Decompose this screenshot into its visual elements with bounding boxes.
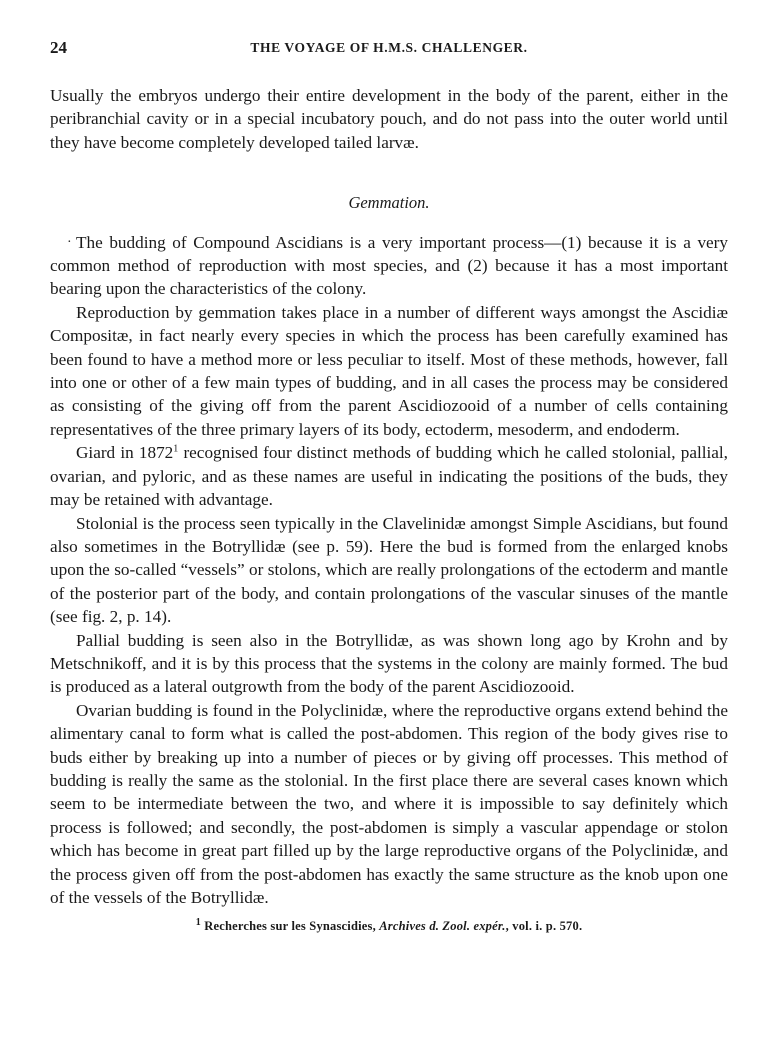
- paragraph-giard: [50, 441, 728, 511]
- document-page: [50, 38, 728, 934]
- paragraph-ovarian: Ovarian budding is found in the Polyclinidæ, where the reproductive organs extend behind the alimentary canal to form what is called the post-abdomen. This region of the body gives rise to buds either by breaking up into a number of pieces or by giving off processes. This method of budding is really the same as the stolonial. In the first place there are several cases known which seem to be intermediate between the two, and where it is impossible to say definitely which process is followed; and secondly, the post-abdomen is simply a vascular appendage or stolon which has become in great part filled up by the large reproductive organs of the Polyclinidæ, and the process given off from the post-abdomen has exactly the same structure as the knob upon one of the vessels of the Botryllidæ.: [50, 700, 728, 907]
- page-number: 24: [50, 38, 67, 57]
- paragraph-reproduction: Reproduction by gemmation takes place in a number of different ways amongst the Ascidiæ Compositæ, in fact nearly every species in which the process has been carefully examined has been found to have a method more or less peculiar to itself. Most of these methods, however, fall into one or other of a few main types of budding, and in all cases the process may be considered as consisting of the giving off from the parent Ascidiozooid of a number of cells containing representatives of the three primary layers of its body, ectoderm, mesoderm, and endoderm.: [50, 302, 728, 439]
- paragraph-stolonial: Stolonial is the process seen typically in the Clavelinidæ amongst Simple Ascidians, but found also sometimes in the Botryllidæ (see p. 59). Here the bud is formed from the enlarged knobs upon the so-called “vessels” or stolons, which are really prolongations of the ectoderm and mantle of the posterior part of the body, and contain prolongations of the vascular sinuses of the mantle (see fig. 2, p. 14).: [50, 513, 728, 627]
- paragraph-pallial: Pallial budding is seen also in the Botryllidæ, as was shown long ago by Krohn and by Metschnikoff, and it is by this process that the systems in the colony are mainly formed. The bud is produced as a lateral outgrowth from the body of the parent Ascidiozooid.: [50, 630, 728, 697]
- footnote: [50, 919, 728, 934]
- giard-text-before: Giard in 1872: [76, 443, 174, 463]
- intro-paragraph: Usually the embryos undergo their entire development in the body of the parent, either in the peribranchial cavity or in a special incubatory pouch, and do not pass into the outer world until they have become completely developed tailed larvæ.: [50, 86, 728, 152]
- giard-text-after: recognised four distinct methods of budding which he called stolonial, pallial, ovarian, and pyloric, and as these names are useful in indicating the positions of the buds, they may be retained with advantage.: [50, 443, 728, 510]
- section-heading: Gemmation.: [348, 193, 430, 213]
- footnote-text-after: , vol. i. p. 570.: [505, 919, 583, 934]
- footnote-ref: 1: [173, 443, 179, 455]
- footnote-journal: Archives d. Zool. expér.: [379, 919, 506, 934]
- page-header: [50, 38, 728, 60]
- margin-mark: ·: [67, 234, 72, 250]
- footnote-number: 1: [195, 917, 201, 929]
- running-head: THE VOYAGE OF H.M.S. CHALLENGER.: [250, 40, 528, 55]
- paragraph-budding-text: The budding of Compound Ascidians is a very important process—(1) because it is a very common method of reproduction with most species, and (2) because it has a most important bearing upon the characteristics of the colony.: [50, 232, 728, 299]
- body-text: [50, 84, 728, 909]
- paragraph-budding: [50, 231, 728, 301]
- footnote-text-before: Recherches sur les Synascidies,: [200, 919, 380, 934]
